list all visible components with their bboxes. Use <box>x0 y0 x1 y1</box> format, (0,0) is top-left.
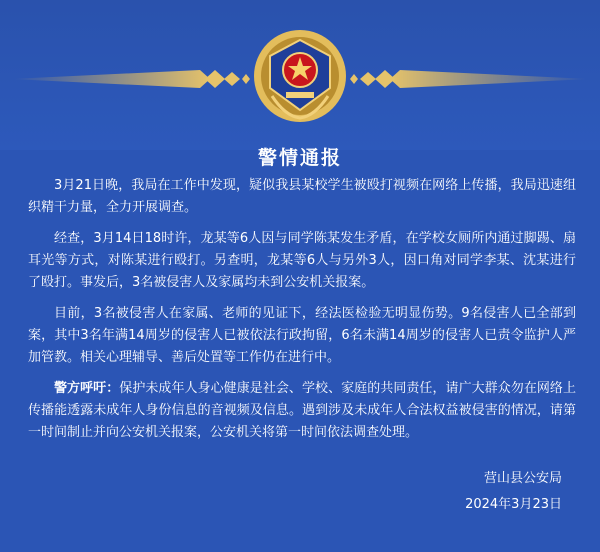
right-decoration <box>350 66 590 92</box>
paragraph-investigation: 经查，3月14日18时许，龙某等6人因与同学陈某发生矛盾，在学校女厕所内通过脚踢、扇耳光等方式，对陈某进行殴打。另查明，龙某等6人与另外3人，因口角对同学李某、沈某进行了殴打。事发后，3名被侵害人及家属均未到公安机关报案。 <box>28 231 576 290</box>
notice-body <box>28 175 576 453</box>
paragraph-discovery: 3月21日晚，我局在工作中发现，疑似我县某校学生被殴打视频在网络上传播，我局迅速组织精干力量，全力开展调查。 <box>28 178 576 215</box>
left-decoration <box>10 66 250 92</box>
notice-title: 警情通报 <box>257 147 342 169</box>
signature-block <box>362 466 562 518</box>
emblem-row <box>0 20 600 130</box>
issuer: 营山县公安局 <box>483 471 562 486</box>
police-emblem-icon <box>250 26 350 126</box>
appeal-label: 警方呼吁： <box>54 381 120 396</box>
paragraph-appeal <box>28 378 576 444</box>
paragraph-status: 目前，3名被侵害人在家属、老师的见证下，经法医检验无明显伤势。9名侵害人已全部到案，其中3名年满14周岁的侵害人已被依法行政拘留，6名未满14周岁的侵害人已责令监护人严加管教。相关心理辅导、善后处置等工作仍在进行中。 <box>28 306 576 365</box>
appeal-text: 保护未成年人身心健康是社会、学校、家庭的共同责任，请广大群众勿在网络上传播能透露未成年人身份信息的音视频及信息。遇到涉及未成年人合法权益被侵害的情况，请第一时间制止并向公安机关报案，公安机关将第一时间依法调查处理。 <box>28 381 576 440</box>
issue-date: 2024年3月23日 <box>465 497 562 512</box>
